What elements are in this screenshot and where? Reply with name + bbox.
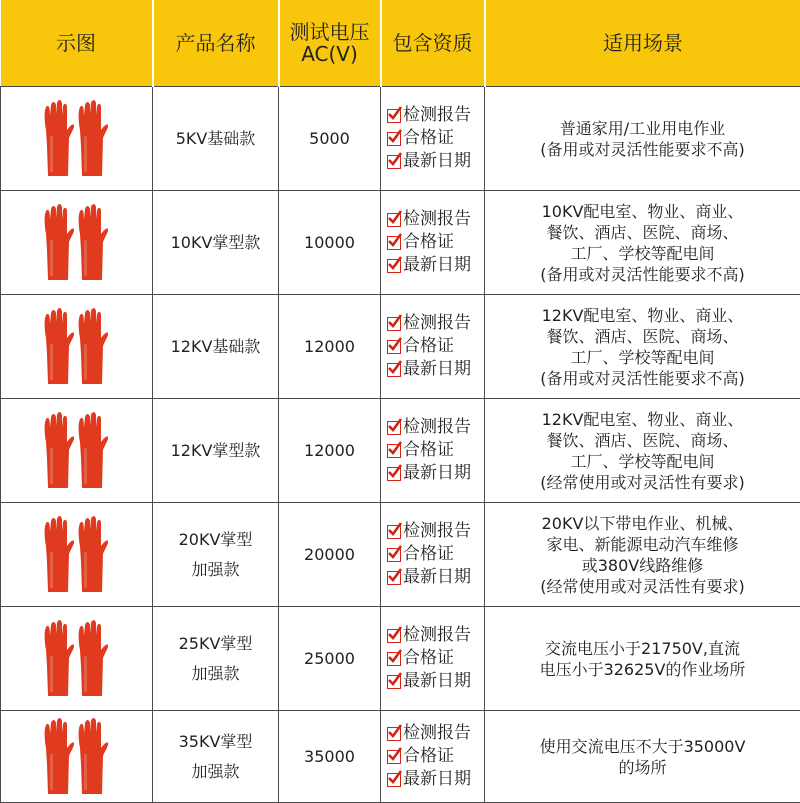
scene-line: (备用或对灵活性能要求不高) bbox=[489, 139, 796, 160]
product-image-cell bbox=[1, 399, 153, 503]
product-name-cell bbox=[153, 503, 279, 607]
checkbox-checked-icon bbox=[387, 340, 401, 354]
qualifications-cell bbox=[381, 295, 485, 399]
header-row bbox=[1, 0, 800, 87]
checkbox-checked-icon bbox=[387, 421, 401, 435]
glove-pair-icon bbox=[36, 512, 118, 598]
checkbox-checked-icon bbox=[387, 363, 401, 377]
product-name-cell bbox=[153, 399, 279, 503]
glove-pair-icon bbox=[36, 200, 118, 286]
scene-line: 工厂、学校等配电间 bbox=[489, 347, 796, 368]
scene-line: 餐饮、酒店、医院、商场、 bbox=[489, 326, 796, 347]
qualification-item bbox=[387, 208, 484, 231]
voltage-cell: 25000 bbox=[279, 607, 381, 711]
qualification-item bbox=[387, 254, 484, 277]
scene-line: 电压小于32625V的作业场所 bbox=[489, 659, 796, 680]
checkbox-checked-icon bbox=[387, 727, 401, 741]
scene-line: 12KV配电室、物业、商业、 bbox=[489, 409, 796, 430]
qualification-item bbox=[387, 624, 484, 647]
checkbox-checked-icon bbox=[387, 444, 401, 458]
product-name-line: 20KV掌型 bbox=[153, 525, 278, 555]
qualification-label: 检测报告 bbox=[403, 313, 471, 334]
checkbox-checked-icon bbox=[387, 109, 401, 123]
checkbox-checked-icon bbox=[387, 236, 401, 250]
qualification-label: 合格证 bbox=[403, 232, 454, 253]
scene-line: 交流电压小于21750V,直流 bbox=[489, 638, 796, 659]
product-name-cell bbox=[153, 711, 279, 803]
qualification-item bbox=[387, 647, 484, 670]
product-image-cell bbox=[1, 191, 153, 295]
qualification-item bbox=[387, 768, 484, 791]
qualification-label: 检测报告 bbox=[403, 209, 471, 230]
product-image-cell bbox=[1, 87, 153, 191]
checkbox-checked-icon bbox=[387, 467, 401, 481]
header-voltage-line1: 测试电压 bbox=[280, 21, 380, 43]
scene-line: 普通家用/工业用电作业 bbox=[489, 118, 796, 139]
qualification-item bbox=[387, 670, 484, 693]
glove-pair-icon bbox=[36, 96, 118, 182]
scene-line: (备用或对灵活性能要求不高) bbox=[489, 264, 796, 285]
header-voltage-line2: AC(V) bbox=[280, 43, 380, 65]
product-name-line: 12KV基础款 bbox=[153, 336, 278, 357]
qualification-label: 合格证 bbox=[403, 648, 454, 669]
scene-line: (经常使用或对灵活性有要求) bbox=[489, 472, 796, 493]
qualification-item bbox=[387, 462, 484, 485]
qualification-item bbox=[387, 231, 484, 254]
scene-line: 12KV配电室、物业、商业、 bbox=[489, 305, 796, 326]
voltage-cell: 5000 bbox=[279, 87, 381, 191]
qualifications-cell bbox=[381, 191, 485, 295]
checkbox-checked-icon bbox=[387, 213, 401, 227]
scene-line: (经常使用或对灵活性有要求) bbox=[489, 576, 796, 597]
qualifications-cell bbox=[381, 711, 485, 803]
product-image-cell bbox=[1, 295, 153, 399]
scene-line: 使用交流电压不大于35000V bbox=[489, 736, 796, 757]
table-row bbox=[1, 399, 800, 503]
scene-line: 家电、新能源电动汽车维修 bbox=[489, 534, 796, 555]
product-name-line: 加强款 bbox=[153, 659, 278, 689]
scene-cell bbox=[485, 191, 800, 295]
scene-line: 或380V线路维修 bbox=[489, 555, 796, 576]
qualifications-cell bbox=[381, 87, 485, 191]
qualification-item bbox=[387, 566, 484, 589]
scene-cell bbox=[485, 503, 800, 607]
header-scene: 适用场景 bbox=[485, 0, 800, 87]
checkbox-checked-icon bbox=[387, 317, 401, 331]
qualifications-cell bbox=[381, 399, 485, 503]
header-voltage bbox=[279, 0, 381, 87]
qualification-label: 检测报告 bbox=[403, 625, 471, 646]
scene-line: 餐饮、酒店、医院、商场、 bbox=[489, 222, 796, 243]
checkbox-checked-icon bbox=[387, 675, 401, 689]
qualification-label: 合格证 bbox=[403, 128, 454, 149]
voltage-cell: 12000 bbox=[279, 295, 381, 399]
checkbox-checked-icon bbox=[387, 132, 401, 146]
qualification-item bbox=[387, 416, 484, 439]
checkbox-checked-icon bbox=[387, 525, 401, 539]
checkbox-checked-icon bbox=[387, 629, 401, 643]
checkbox-checked-icon bbox=[387, 548, 401, 562]
qualification-item bbox=[387, 520, 484, 543]
table-row bbox=[1, 607, 800, 711]
voltage-cell: 12000 bbox=[279, 399, 381, 503]
product-name-line: 10KV掌型款 bbox=[153, 232, 278, 253]
table-row bbox=[1, 503, 800, 607]
scene-line: 20KV以下带电作业、机械、 bbox=[489, 513, 796, 534]
checkbox-checked-icon bbox=[387, 750, 401, 764]
qualification-label: 合格证 bbox=[403, 544, 454, 565]
qualification-label: 最新日期 bbox=[403, 769, 471, 790]
qualification-item bbox=[387, 543, 484, 566]
glove-pair-icon bbox=[36, 714, 118, 800]
product-image-cell bbox=[1, 607, 153, 711]
qualification-item bbox=[387, 722, 484, 745]
scene-line: 工厂、学校等配电间 bbox=[489, 243, 796, 264]
checkbox-checked-icon bbox=[387, 155, 401, 169]
glove-pair-icon bbox=[36, 304, 118, 390]
qualification-item bbox=[387, 358, 484, 381]
qualification-item bbox=[387, 745, 484, 768]
qualification-item bbox=[387, 335, 484, 358]
qualification-label: 合格证 bbox=[403, 440, 454, 461]
table-row bbox=[1, 87, 800, 191]
qualification-label: 合格证 bbox=[403, 746, 454, 767]
qualification-label: 最新日期 bbox=[403, 151, 471, 172]
qualification-label: 最新日期 bbox=[403, 463, 471, 484]
product-image-cell bbox=[1, 711, 153, 803]
scene-cell bbox=[485, 87, 800, 191]
product-image-cell bbox=[1, 503, 153, 607]
qualification-item bbox=[387, 312, 484, 335]
product-name-line: 加强款 bbox=[153, 757, 278, 787]
qualification-label: 合格证 bbox=[403, 336, 454, 357]
table-row bbox=[1, 711, 800, 803]
scene-line: (备用或对灵活性能要求不高) bbox=[489, 368, 796, 389]
scene-line: 工厂、学校等配电间 bbox=[489, 451, 796, 472]
product-name-cell bbox=[153, 191, 279, 295]
qualification-label: 检测报告 bbox=[403, 521, 471, 542]
qualification-label: 最新日期 bbox=[403, 359, 471, 380]
qualification-label: 最新日期 bbox=[403, 255, 471, 276]
voltage-cell: 20000 bbox=[279, 503, 381, 607]
product-name-line: 25KV掌型 bbox=[153, 629, 278, 659]
product-name-line: 35KV掌型 bbox=[153, 727, 278, 757]
qualifications-cell bbox=[381, 503, 485, 607]
scene-cell bbox=[485, 607, 800, 711]
qualification-item bbox=[387, 150, 484, 173]
scene-cell bbox=[485, 711, 800, 803]
product-name-cell bbox=[153, 607, 279, 711]
checkbox-checked-icon bbox=[387, 259, 401, 273]
scene-line: 的场所 bbox=[489, 757, 796, 778]
voltage-cell: 10000 bbox=[279, 191, 381, 295]
glove-pair-icon bbox=[36, 408, 118, 494]
header-name: 产品名称 bbox=[153, 0, 279, 87]
qualification-label: 检测报告 bbox=[403, 417, 471, 438]
qualification-item bbox=[387, 127, 484, 150]
checkbox-checked-icon bbox=[387, 571, 401, 585]
qualification-label: 最新日期 bbox=[403, 671, 471, 692]
voltage-cell: 35000 bbox=[279, 711, 381, 803]
qualification-label: 检测报告 bbox=[403, 723, 471, 744]
product-name-cell bbox=[153, 87, 279, 191]
table-row bbox=[1, 191, 800, 295]
scene-cell bbox=[485, 295, 800, 399]
header-quals: 包含资质 bbox=[381, 0, 485, 87]
table-row bbox=[1, 295, 800, 399]
qualifications-cell bbox=[381, 607, 485, 711]
qualification-item bbox=[387, 104, 484, 127]
header-image: 示图 bbox=[1, 0, 153, 87]
product-name-line: 加强款 bbox=[153, 555, 278, 585]
checkbox-checked-icon bbox=[387, 773, 401, 787]
qualification-label: 检测报告 bbox=[403, 105, 471, 126]
glove-pair-icon bbox=[36, 616, 118, 702]
scene-line: 10KV配电室、物业、商业、 bbox=[489, 201, 796, 222]
checkbox-checked-icon bbox=[387, 652, 401, 666]
product-name-cell bbox=[153, 295, 279, 399]
qualification-item bbox=[387, 439, 484, 462]
scene-line: 餐饮、酒店、医院、商场、 bbox=[489, 430, 796, 451]
product-name-line: 5KV基础款 bbox=[153, 128, 278, 149]
qualification-label: 最新日期 bbox=[403, 567, 471, 588]
product-name-line: 12KV掌型款 bbox=[153, 440, 278, 461]
scene-cell bbox=[485, 399, 800, 503]
